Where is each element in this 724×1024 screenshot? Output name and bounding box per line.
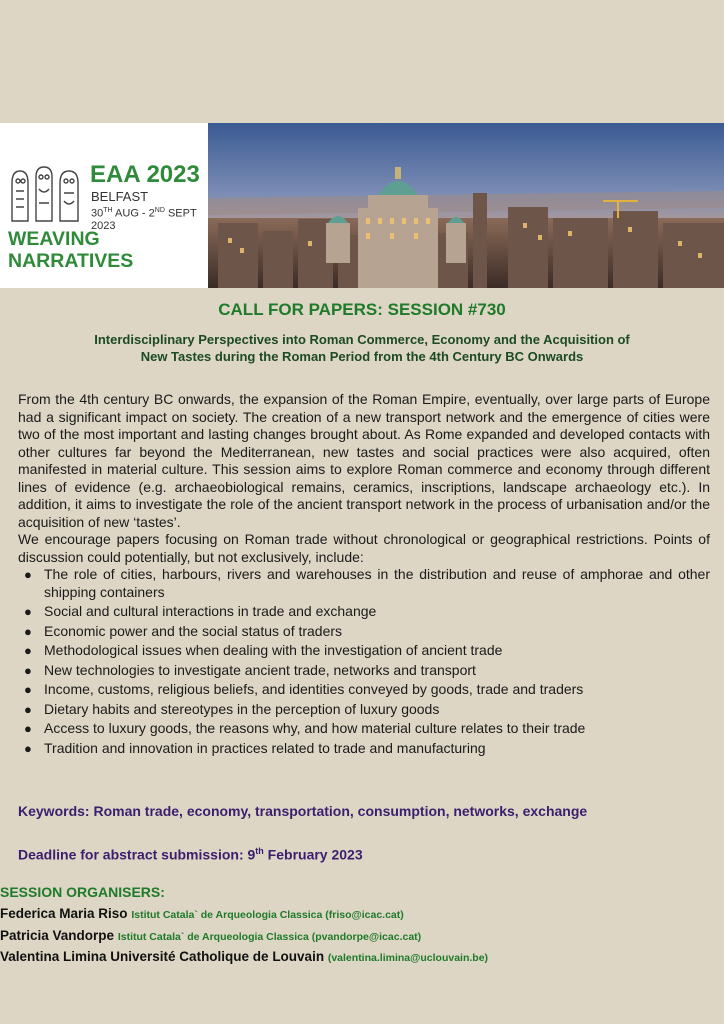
bullet-icon: ● <box>24 604 32 619</box>
logo-dates: 30TH AUG - 2ND SEPT 2023 <box>91 207 197 232</box>
organiser-affiliation: (valentina.limina@uclouvain.be) <box>327 952 489 964</box>
bullet-icon: ● <box>24 567 32 582</box>
list-item: ● Income, customs, religious beliefs, and identities conveyed by goods, trade and traders <box>24 681 584 697</box>
list-item: ● Methodological issues when dealing with the investigation of ancient trade <box>24 642 503 658</box>
conference-logo <box>0 123 208 288</box>
list-item: ● Social and cultural interactions in trade and exchange <box>24 603 377 619</box>
header-banner <box>0 123 724 288</box>
logo-city: BELFAST <box>91 189 149 204</box>
logo-title: EAA 2023 <box>90 161 200 188</box>
organiser-affiliation: Istitut Catala` de Arqueologia Classica (pvandorpe@icac.cat) <box>117 931 422 943</box>
organiser-entry <box>0 948 488 967</box>
keywords: Keywords: Roman trade, economy, transportation, consumption, networks, exchange <box>18 803 588 819</box>
organiser-name: Valentina Limina Université Catholique de Louvain <box>0 949 325 964</box>
bullet-icon: ● <box>24 701 32 717</box>
logo-tagline: WEAVING NARRATIVES <box>8 228 134 272</box>
city-skyline-image <box>208 123 724 288</box>
subtitle-line-2: New Tastes during the Roman Period from the 4th Century BC Onwards <box>140 349 584 364</box>
paragraph-intro: From the 4th century BC onwards, the expansion of the Roman Empire, eventually, over large parts of Europe had a significant impact on society. The creation of a new transport network and the emergence of cities were two of the most important and lasting changes brought about. As Rome expanded and developed contacts with other cultures far beyond the Mediterranean, new tastes and social practices were also acquired, often manifested in material culture. This session aims to explore Roman commerce and economy through different lines of evidence (e.g. archaeobiological remains, ceramics, inscriptions, landscape archaeology etc.). In addition, it aims to investigate the role of the ancient transport network in the process of urbanisation and/or the acquisition of new ‘tastes’. <box>18 391 710 530</box>
list-item: ● Access to luxury goods, the reasons why, and how material culture relates to their trade <box>24 720 586 736</box>
list-item: ● Tradition and innovation in practices related to trade and manufacturing <box>24 739 486 756</box>
list-item: ● Economic power and the social status of traders <box>24 622 343 639</box>
organisers-heading: SESSION ORGANISERS: <box>0 884 165 900</box>
bullet-icon: ● <box>24 643 32 658</box>
organiser-entry <box>0 905 404 924</box>
bullet-icon: ● <box>24 662 32 678</box>
list-item: ● Dietary habits and stereotypes in the perception of luxury goods <box>24 700 440 717</box>
logo-figures-icon <box>8 163 84 225</box>
list-item: ● The role of cities, harbours, rivers and warehouses in the distribution and reuse of amphorae and other shipping containers <box>24 566 710 600</box>
organiser-name: Patricia Vandorpe <box>0 928 115 943</box>
bullet-icon: ● <box>24 740 32 756</box>
bullet-icon: ● <box>24 721 32 736</box>
session-subtitle <box>40 331 684 365</box>
bullet-icon: ● <box>24 682 32 697</box>
organiser-affiliation: Istitut Catala` de Arqueologia Classica (friso@icac.cat) <box>131 909 404 921</box>
submission-deadline: Deadline for abstract submission: 9th February 2023 <box>18 846 363 863</box>
session-description <box>18 391 710 759</box>
subtitle-line-1: Interdisciplinary Perspectives into Roman Commerce, Economy and the Acquisition of <box>94 332 630 347</box>
discussion-points-list <box>18 566 710 757</box>
organiser-name: Federica Maria Riso <box>0 906 128 921</box>
bullet-icon: ● <box>24 623 32 639</box>
list-item: ● New technologies to investigate ancient trade, networks and transport <box>24 661 476 678</box>
organiser-entry <box>0 927 421 946</box>
paragraph-encourage: We encourage papers focusing on Roman trade without chronological or geographical restrictions. Points of discussion could potentially, but not exclusively, include: <box>18 531 710 565</box>
belfast-city-photo <box>208 123 724 288</box>
call-for-papers-title: CALL FOR PAPERS: SESSION #730 <box>218 300 506 319</box>
